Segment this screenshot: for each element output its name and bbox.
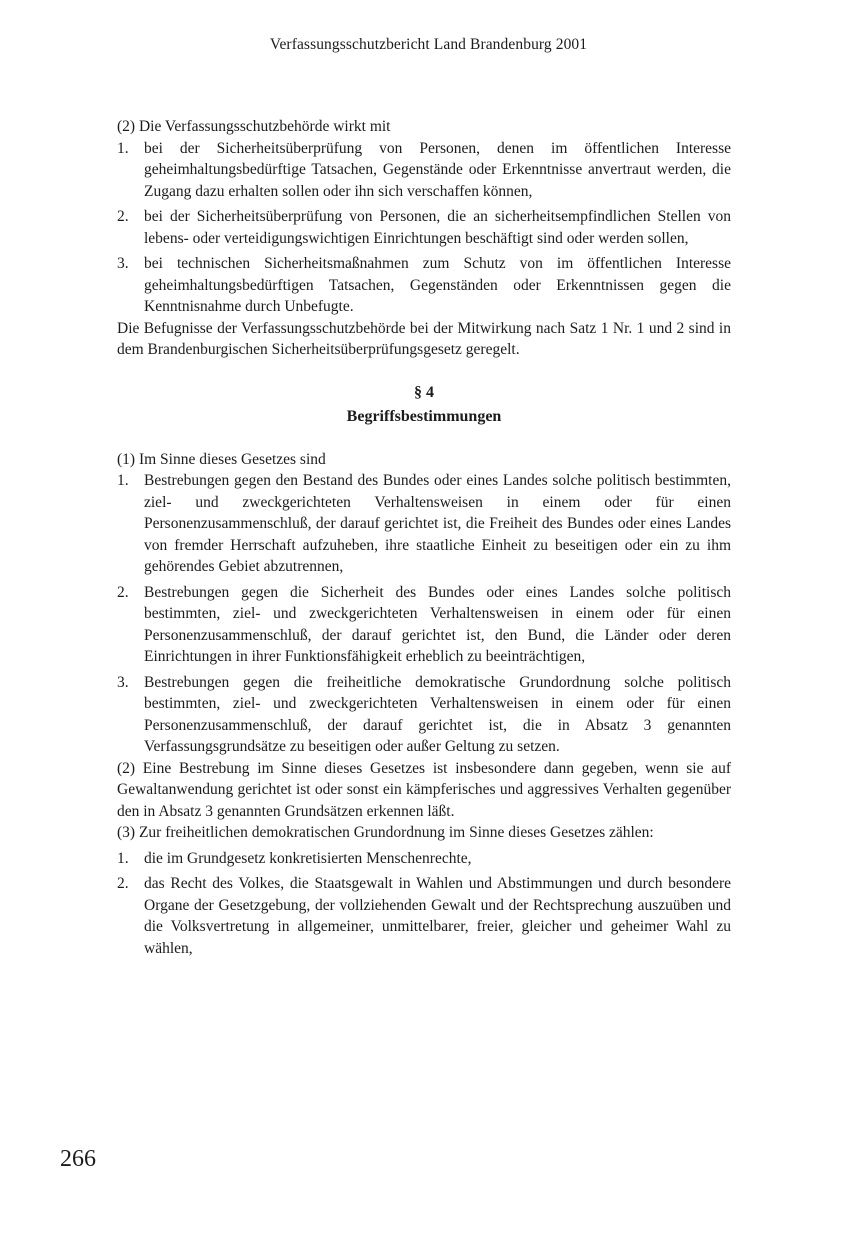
list-text: Bestrebungen gegen den Bestand des Bundes oder eines Landes solche politisch bestimmten, ziel- und zweckgerichteten Verhaltensweisen in einem oder für einen Personenzusammenschluß, der darauf gerichtet ist, die Freiheit des Bundes oder eines Landes von fremder Herrschaft aufzuheben, ihre staatliche Einheit zu beseitigen oder ein zu ihm gehörendes Gebiet abzutrennen,	[144, 472, 731, 575]
list-number: 2.	[117, 583, 129, 601]
page-number: 266	[60, 1146, 96, 1172]
list-text: Bestrebungen gegen die Sicherheit des Bundes oder eines Landes solche politisch bestimmten, ziel- und zweckgerichteten Verhaltensweisen in einem oder für einen Personenzusammenschluß, der darauf gerichtet ist, den Bund, die Länder oder deren Einrichtungen in ihrer Funktionsfähigkeit erheblich zu beeinträchtigen,	[144, 583, 731, 665]
list-number: 1.	[117, 849, 129, 867]
list-text: die im Grundgesetz konkretisierten Menschenrechte,	[144, 849, 472, 867]
list-text: das Recht des Volkes, die Staatsgewalt in Wahlen und Abstimmungen und durch besondere Organe der Gesetzgebung, der vollziehenden Gewalt und der Rechtsprechung auszuüben und die Volksvertretung in allgemeiner, unmittelbarer, freier, gleicher und geheimer Wahl zu wählen,	[144, 875, 731, 957]
list-item	[117, 848, 731, 870]
section-heading	[117, 381, 731, 429]
page-body	[117, 116, 731, 959]
list-item	[117, 470, 731, 578]
list-number: 2.	[117, 875, 129, 892]
paragraph-1-intro: (1) Im Sinne dieses Gesetzes sind	[117, 450, 326, 468]
list-text: bei der Sicherheitsüberprüfung von Personen, denen im öffentlichen Interesse geheimhaltungsbedürftige Tatsachen, Gegenstände oder Erkenntnisse anvertraut werden, die Zugang dazu erhalten sollen oder ihn sich verschaffen können,	[144, 139, 731, 200]
list-item	[117, 582, 731, 668]
list-number: 1.	[117, 472, 129, 489]
running-header: Verfassungsschutzbericht Land Brandenburg 2001	[269, 36, 588, 53]
list-item	[117, 672, 731, 758]
list-number: 2.	[117, 208, 129, 225]
list-item	[117, 253, 731, 318]
list-item	[117, 206, 731, 249]
list-text: Bestrebungen gegen die freiheitliche demokratische Grundordnung solche politisch bestimmten, ziel- und zweckgerichteten Verhaltensweisen in einem oder für einen Personenzusammenschluß, der darauf gerichtet ist, die in Absatz 3 genannten Verfassungsgrundsätze zu beseitigen oder außer Geltung zu setzen.	[144, 673, 731, 755]
paragraph-3: (3) Zur freiheitlichen demokratischen Grundordnung im Sinne dieses Gesetzes zählen:	[117, 824, 654, 841]
list-number: 3.	[117, 255, 129, 272]
list-number: 1.	[117, 139, 129, 157]
paragraph-2: (2) Eine Bestrebung im Sinne dieses Gesetzes ist insbesondere dann gegeben, wenn sie auf Gewaltanwendung gerichtet ist oder sonst ein kämpferisches und aggressives Verhalten gegenüber den in Absatz 3 genannten Grundsätzen erkennen läßt.	[117, 759, 731, 820]
list-item	[117, 873, 731, 959]
section-number: § 4	[414, 383, 434, 401]
paragraph-2-intro: (2) Die Verfassungsschutzbehörde wirkt mit	[117, 118, 391, 135]
list-number: 3.	[117, 673, 129, 691]
list-item	[117, 138, 731, 203]
section-title: Begriffsbestimmungen	[346, 407, 502, 425]
list-text: bei technischen Sicherheitsmaßnahmen zum Schutz von im öffentlichen Interesse geheimhaltungsbedürftigen Tatsachen, Gegenständen oder Erkenntnissen gegen die Kenntnisnahme durch Unbefugte.	[144, 255, 731, 315]
paragraph-outro: Die Befugnisse der Verfassungsschutzbehörde bei der Mitwirkung nach Satz 1 Nr. 1 und 2 sind in dem Brandenburgischen Sicherheitsüberprüfungsgesetz geregelt.	[117, 319, 731, 358]
list-text: bei der Sicherheitsüberprüfung von Personen, die an sicherheitsempfindlichen Stellen von lebens- oder verteidigungswichtigen Einrichtungen beschäftigt sind oder werden sollen,	[144, 208, 731, 247]
